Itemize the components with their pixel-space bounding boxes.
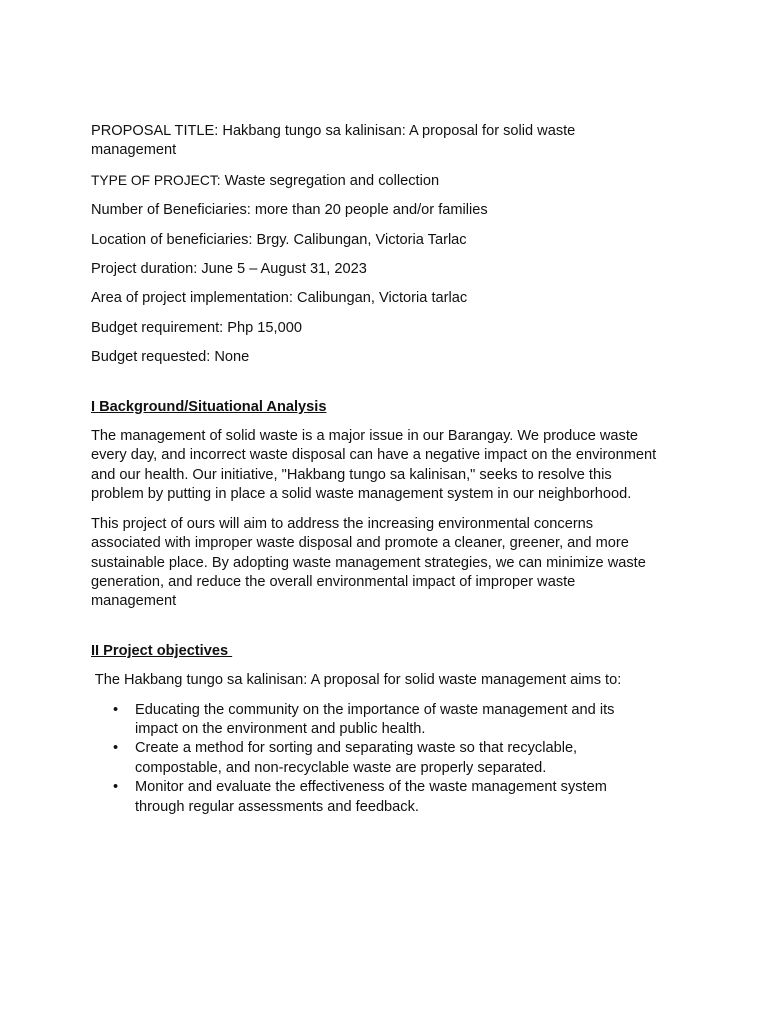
paragraph-line: and our health. Our initiative, "Hakbang tungo sa kalinisan," seeks to resolve this bbox=[91, 466, 612, 483]
list-item-line: through regular assessments and feedback. bbox=[135, 798, 419, 815]
paragraph-line: associated with improper waste disposal and promote a cleaner, greener, and more bbox=[91, 535, 629, 552]
bullet-marker: • bbox=[113, 740, 119, 757]
paragraph-line: The management of solid waste is a major issue in our Barangay. We produce waste bbox=[91, 428, 639, 445]
proposal-title bbox=[91, 122, 691, 161]
list-item-line: Educating the community on the importance of waste management and its bbox=[135, 701, 615, 718]
bullet-marker: • bbox=[113, 779, 119, 796]
bullet-marker: • bbox=[113, 701, 119, 718]
paragraph-line: sustainable place. By adopting waste management strategies, we can minimize waste bbox=[91, 554, 646, 571]
objectives-intro: The Hakbang tungo sa kalinisan: A proposal for solid waste management aims to: bbox=[91, 672, 622, 689]
type-of-project-value: Waste segregation and collection bbox=[220, 172, 440, 189]
objectives-list bbox=[91, 701, 691, 817]
background-paragraph-2 bbox=[91, 515, 691, 612]
location-of-beneficiaries: Location of beneficiaries: Brgy. Calibungan, Victoria Tarlac bbox=[91, 231, 467, 248]
proposal-title-continuation: management bbox=[91, 142, 177, 159]
project-duration: Project duration: June 5 – August 31, 2023 bbox=[91, 261, 367, 278]
list-item-line: Create a method for sorting and separating waste so that recyclable, bbox=[135, 740, 578, 757]
paragraph-line: every day, and incorrect waste disposal can have a negative impact on the environment bbox=[91, 447, 657, 464]
list-item bbox=[91, 778, 691, 817]
section-heading-background: I Background/Situational Analysis bbox=[91, 398, 327, 415]
paragraph-line: management bbox=[91, 593, 177, 610]
section-heading-objectives: II Project objectives bbox=[91, 642, 233, 659]
paragraph-line: generation, and reduce the overall environmental impact of improper waste bbox=[91, 573, 576, 590]
number-of-beneficiaries: Number of Beneficiaries: more than 20 people and/or families bbox=[91, 202, 488, 219]
type-of-project bbox=[91, 171, 691, 191]
list-item-line: compostable, and non-recyclable waste are properly separated. bbox=[135, 759, 547, 776]
paragraph-line: problem by putting in place a solid waste management system in our neighborhood. bbox=[91, 486, 632, 503]
background-paragraph-1 bbox=[91, 427, 691, 505]
proposal-title-label: PROPOSAL TITLE: bbox=[91, 123, 219, 139]
list-item-line: impact on the environment and public health. bbox=[135, 720, 426, 737]
type-of-project-label: TYPE OF PROJECT: bbox=[91, 172, 221, 188]
list-item bbox=[91, 739, 691, 778]
paragraph-line: This project of ours will aim to address the increasing environmental concerns bbox=[91, 515, 594, 532]
budget-requirement: Budget requirement: Php 15,000 bbox=[91, 319, 302, 336]
list-item bbox=[91, 701, 691, 740]
document-content bbox=[91, 122, 691, 817]
proposal-title-value: Hakbang tungo sa kalinisan: A proposal for solid waste bbox=[218, 123, 576, 139]
area-of-implementation: Area of project implementation: Calibungan, Victoria tarlac bbox=[91, 290, 468, 307]
budget-requested: Budget requested: None bbox=[91, 349, 250, 366]
list-item-line: Monitor and evaluate the effectiveness of the waste management system bbox=[135, 779, 607, 796]
